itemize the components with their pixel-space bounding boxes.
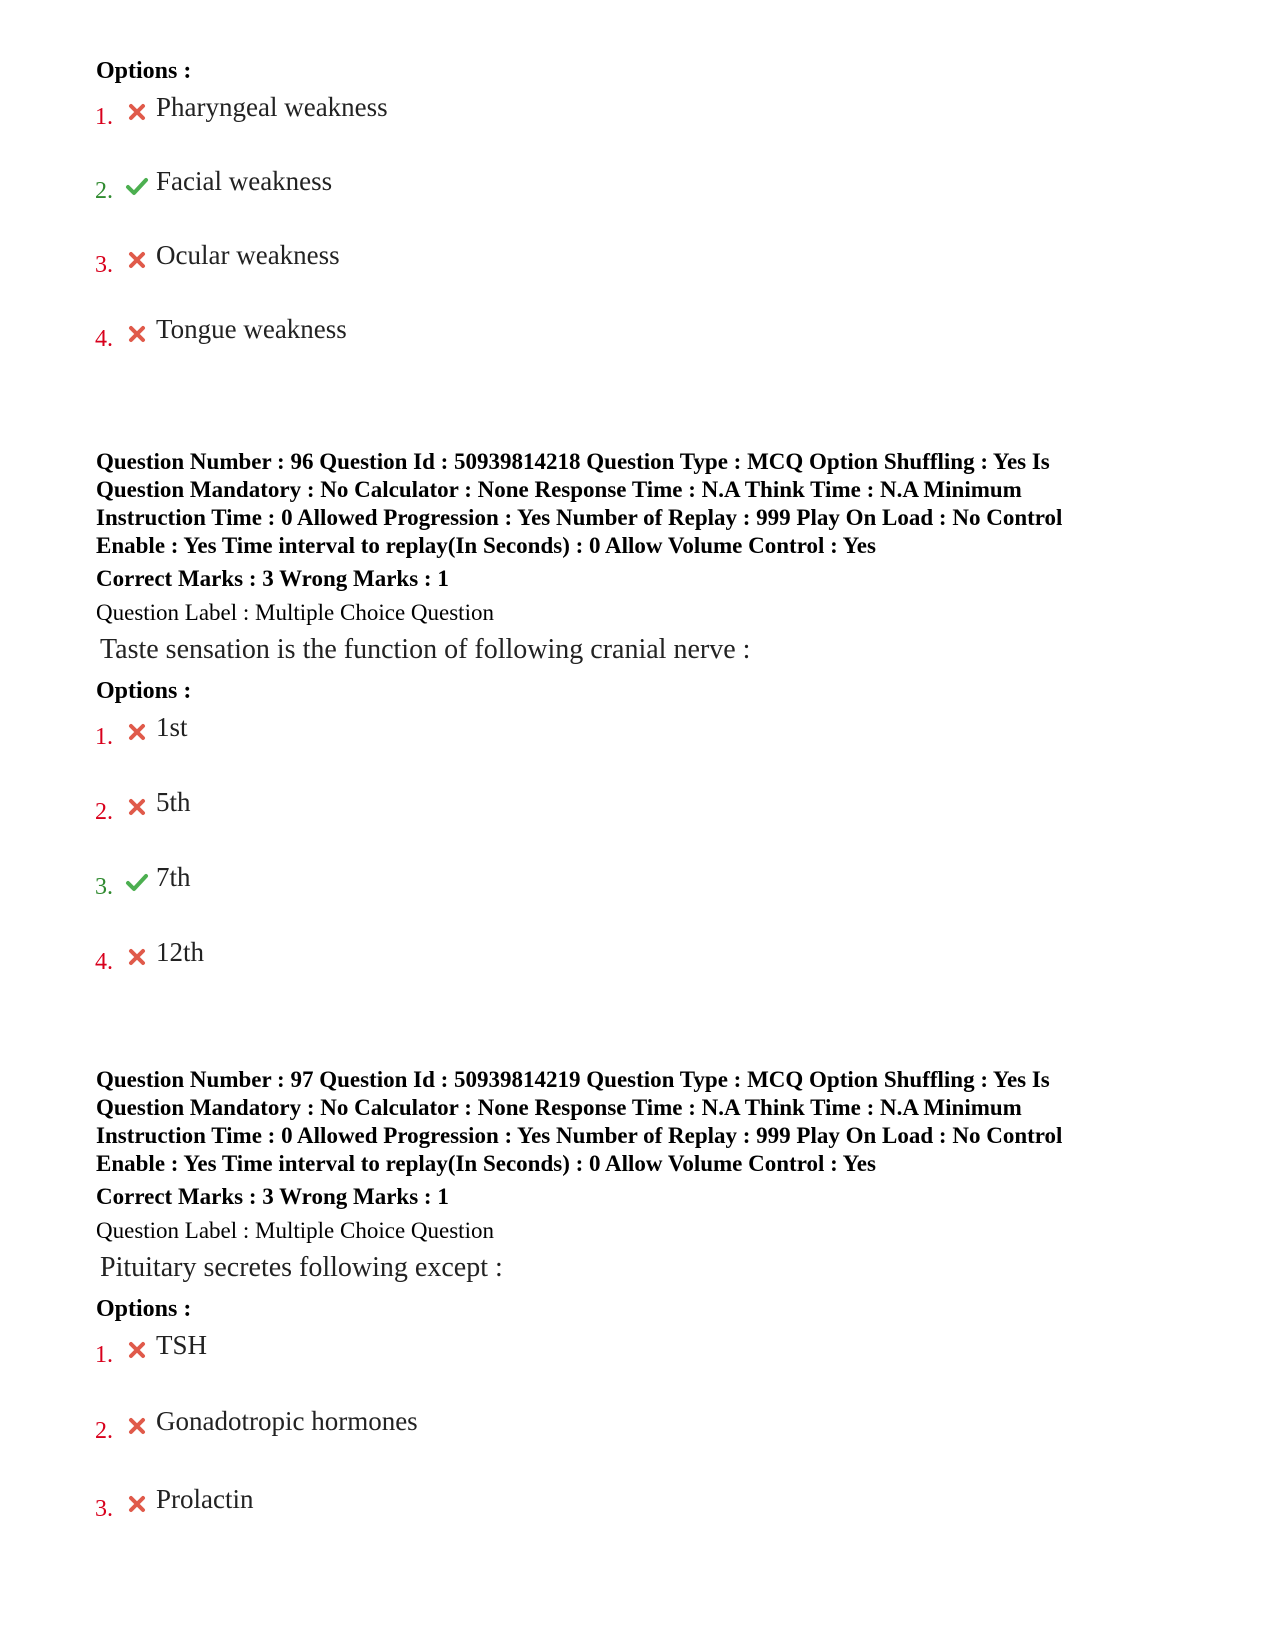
option-text: Facial weakness	[156, 166, 333, 196]
option-number: 3.	[95, 1496, 113, 1522]
question-meta	[96, 448, 1226, 560]
option-item	[95, 314, 795, 358]
option-text: Ocular weakness	[156, 240, 340, 270]
option-item	[95, 937, 795, 981]
check-icon	[125, 174, 149, 198]
option-item	[95, 712, 795, 756]
meta-line: Instruction Time : 0 Allowed Progression : Yes Number of Replay : 999 Play On Load : No Control	[96, 1123, 1063, 1148]
option-item	[95, 1484, 795, 1528]
option-text: TSH	[156, 1330, 208, 1360]
cross-icon	[125, 100, 149, 124]
meta-line: Question Number : 97 Question Id : 50939814219 Question Type : MCQ Option Shuffling : Yes Is	[96, 1067, 1050, 1092]
marks-info: Correct Marks : 3 Wrong Marks : 1	[96, 566, 449, 591]
cross-icon	[125, 1338, 149, 1362]
meta-line: Enable : Yes Time interval to replay(In Seconds) : 0 Allow Volume Control : Yes	[96, 533, 876, 558]
option-text: 5th	[156, 787, 191, 817]
option-number: 1.	[95, 724, 113, 750]
meta-line: Enable : Yes Time interval to replay(In Seconds) : 0 Allow Volume Control : Yes	[96, 1151, 876, 1176]
meta-line: Question Number : 96 Question Id : 50939814218 Question Type : MCQ Option Shuffling : Yes Is	[96, 449, 1050, 474]
option-text: Gonadotropic hormones	[156, 1406, 418, 1436]
option-text: Tongue weakness	[156, 314, 347, 344]
option-item	[95, 1330, 795, 1374]
question-text: Taste sensation is the function of following cranial nerve :	[100, 634, 751, 665]
cross-icon	[125, 322, 149, 346]
option-item	[95, 240, 795, 284]
meta-line: Instruction Time : 0 Allowed Progression : Yes Number of Replay : 999 Play On Load : No Control	[96, 505, 1063, 530]
question-label: Question Label : Multiple Choice Question	[96, 1218, 494, 1243]
check-icon	[125, 870, 149, 894]
options-heading: Options :	[96, 1296, 192, 1322]
option-number: 1.	[95, 1342, 113, 1368]
option-item	[95, 787, 795, 831]
question-label: Question Label : Multiple Choice Question	[96, 600, 494, 625]
meta-line: Question Mandatory : No Calculator : None Response Time : N.A Think Time : N.A Minimum	[96, 1095, 1022, 1120]
option-number: 2.	[95, 799, 113, 825]
cross-icon	[125, 1492, 149, 1516]
cross-icon	[125, 720, 149, 744]
option-number: 3.	[95, 252, 113, 278]
option-number: 4.	[95, 326, 113, 352]
option-number: 3.	[95, 874, 113, 900]
option-text: 12th	[156, 937, 205, 967]
option-item	[95, 166, 795, 210]
option-number: 4.	[95, 949, 113, 975]
option-number: 1.	[95, 104, 113, 130]
cross-icon	[125, 1414, 149, 1438]
option-number: 2.	[95, 1418, 113, 1444]
option-text: 1st	[156, 712, 188, 742]
option-text: Prolactin	[156, 1484, 254, 1514]
question-meta	[96, 1066, 1226, 1178]
cross-icon	[125, 795, 149, 819]
option-text: Pharyngeal weakness	[156, 92, 388, 122]
marks-info: Correct Marks : 3 Wrong Marks : 1	[96, 1184, 449, 1209]
cross-icon	[125, 248, 149, 272]
options-heading: Options :	[96, 678, 192, 704]
cross-icon	[125, 945, 149, 969]
option-item	[95, 862, 795, 906]
option-item	[95, 1406, 795, 1450]
options-heading: Options :	[96, 58, 192, 84]
option-text: 7th	[156, 862, 191, 892]
option-item	[95, 92, 795, 136]
option-number: 2.	[95, 178, 113, 204]
question-text: Pituitary secretes following except :	[100, 1252, 503, 1283]
meta-line: Question Mandatory : No Calculator : None Response Time : N.A Think Time : N.A Minimum	[96, 477, 1022, 502]
